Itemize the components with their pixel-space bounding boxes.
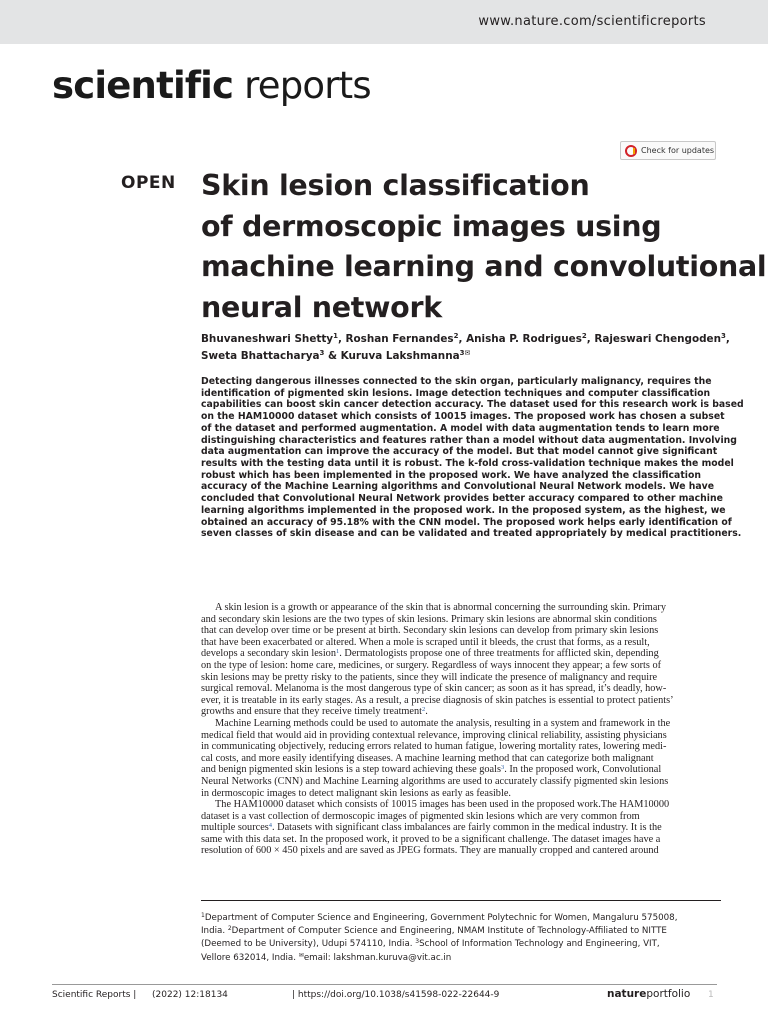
footer-volume: (2022) 12:18134 xyxy=(152,990,228,1000)
body-line: cal costs, and more easily identifying diseases. A machine learning method that can categorize both malignant xyxy=(201,752,654,764)
update-check-icon xyxy=(625,145,637,157)
abstract-line: Detecting dangerous illnesses connected to the skin organ, particularly malignancy, requires the xyxy=(201,376,712,387)
body-line: and secondary skin lesions are the two types of skin lesions. Primary skin lesions are abnormal skin conditions xyxy=(201,613,657,625)
affiliation-marker: 3 xyxy=(319,349,325,357)
affiliation-marker: 2 xyxy=(581,332,587,340)
author-line: Bhuvaneshwari Shetty$^1$, Roshan Fernandes$^2$, Anisha P. Rodrigues$^2$, Rajeswari Chengoden$^3$, xyxy=(201,332,730,345)
citation-ref[interactable]: 1 xyxy=(335,648,340,656)
logo-word-reports: reports xyxy=(244,64,371,107)
abstract-line: robust which has been implemented in the proposed work. We have analyzed the classification xyxy=(201,469,701,481)
abstract-line: learning algorithms implemented in the proposed work. In the proposed system, as the highest, we xyxy=(201,504,726,516)
article-title xyxy=(201,166,767,328)
author-name[interactable]: Sweta Bhattacharya xyxy=(201,350,320,362)
body-line: skin lesions may be pretty risky to the patients, since they will indicate the presence of malignancy and require xyxy=(201,671,658,683)
title-line: machine learning and convolutional xyxy=(201,250,767,283)
footnote-divider xyxy=(201,900,721,901)
abstract-line: obtained an accuracy of 95.18% with the CNN model. The proposed work helps early identification of xyxy=(201,516,732,528)
footer-divider xyxy=(52,984,717,985)
body-line: that have been exacerbated or altered. When a mole is scraped until it bleeds, the crust that forms, as a result, xyxy=(201,636,650,648)
citation-ref[interactable]: 4 xyxy=(268,822,273,830)
affiliation-marker: 2 xyxy=(453,332,459,340)
page-number: 1 xyxy=(708,990,714,1000)
abstract-line: identification of pigmented skin lesions. Image detection techniques and computer classification xyxy=(201,387,711,399)
abstract-line: capabilities can boost skin cancer detection accuracy. The dataset used for this research work is based xyxy=(201,399,744,411)
body-line: and benign pigmented skin lesions is a step toward achieving these goals$^3$. In the proposed work, Convolutional xyxy=(201,764,662,776)
abstract-line: distinguishing characteristics and features rather than a model without data augmentation. Involving xyxy=(201,434,737,446)
body-line: The HAM10000 dataset which consists of 10015 images has been used in the proposed work.The HAM10000 xyxy=(215,799,670,811)
footnote-line: (Deemed to be University), Udupi 574110, India. $^3$School of Information Technology and Engineering, VIT, xyxy=(201,938,660,950)
author-name[interactable]: Roshan Fernandes xyxy=(345,333,454,345)
body-line: A skin lesion is a growth or appearance of the skin that is abnormal concerning the surrounding skin. Primary xyxy=(215,602,666,613)
footnote-line: India. $^2$Department of Computer Science and Engineering, NMAM Institute of Technology-Affiliated to NITTE xyxy=(201,925,667,937)
abstract-line: data augmentation can improve the accuracy of the model. But that model cannot give significant xyxy=(201,446,718,458)
journal-logo[interactable] xyxy=(52,64,371,107)
check-for-updates-button[interactable] xyxy=(620,141,716,160)
abstract-line: of the dataset and performed augmentation. A model with data augmentation tends to learn more xyxy=(201,422,720,434)
logo-word-scientific: scientific xyxy=(52,64,234,107)
open-access-label: OPEN xyxy=(121,173,176,193)
author-name[interactable]: Anisha P. Rodrigues xyxy=(466,333,582,345)
author-name[interactable]: Bhuvaneshwari Shetty xyxy=(201,333,334,345)
author-name[interactable]: Rajeswari Chengoden xyxy=(594,333,721,345)
body-line: ever, it is treatable in its early stages. As a result, a precise diagnosis of skin patches is essential to protect patients’ xyxy=(201,694,674,706)
body-line: that can develop over time or be present at birth. Secondary skin lesions can develop from primary skin lesions xyxy=(201,625,659,637)
citation-ref[interactable]: 2 xyxy=(422,706,426,714)
footnote-line: $^1$Department of Computer Science and Engineering, Government Polytechnic for Women, Mangaluru 575008, xyxy=(201,912,678,923)
publisher-light: portfolio xyxy=(646,988,691,1000)
top-bar xyxy=(0,0,768,44)
affiliation-marker: 1 xyxy=(333,332,338,340)
affiliation-marker: 3 xyxy=(720,332,726,340)
footnote-marker: ✉ xyxy=(298,951,304,959)
title-line: Skin lesion classification xyxy=(201,169,590,202)
citation-ref[interactable]: 3 xyxy=(500,764,505,772)
body-line: on the type of lesion: home care, medicines, or surgery. Regardless of ways innocent they appear; a few sorts of xyxy=(201,659,662,671)
footnote-marker: 2 xyxy=(227,925,232,933)
check-for-updates-label: Check for updates xyxy=(641,146,715,155)
abstract-line: seven classes of skin disease and can be validated and treated appropriately by medical practitioners. xyxy=(201,528,742,540)
title-line: neural network xyxy=(201,290,442,324)
abstract-line: on the HAM10000 dataset which consists of 10015 images. The proposed work has chosen a subset xyxy=(201,411,725,423)
abstract-line: concluded that Convolutional Neural Network provides better accuracy compared to other machine xyxy=(201,493,723,505)
body-line: Neural Networks (CNN) and Machine Learning algorithms are used to accurately classify pigmented skin lesions xyxy=(201,775,669,787)
footer-journal: Scientific Reports | xyxy=(52,990,137,1000)
abstract xyxy=(201,376,744,540)
footnote-line: Vellore 632014, India. ✉email: lakshman.kuruva@vit.ac.in xyxy=(201,951,452,963)
body-line: Machine Learning methods could be used to automate the analysis, resulting in a system and framework in the xyxy=(215,717,671,729)
publisher-bold: nature xyxy=(607,988,647,1000)
author-list xyxy=(201,331,741,365)
body-line: in dermoscopic images to detect malignant skin lesions as early as feasible. xyxy=(201,787,511,799)
body-line: dataset is a vast collection of dermoscopic images of pigmented skin lesions which are very common from xyxy=(201,810,640,822)
body-text xyxy=(201,602,721,857)
body-line: develops a secondary skin lesion$^1$. Dermatologists propose one of three treatments for afflicted skin, depending xyxy=(201,648,659,660)
title-line: of dermoscopic images using xyxy=(201,209,662,243)
body-line: same with this data set. In the proposed work, it proved to be a significant challenge. The dataset images have a xyxy=(201,833,661,845)
nature-portfolio-logo xyxy=(607,988,690,1000)
footnote-marker: 3 xyxy=(415,938,420,946)
abstract-line: accuracy of the Machine Learning algorithms and Convolutional Neural Network models. We have xyxy=(201,481,714,493)
affiliations-footnote xyxy=(201,912,721,965)
body-line: resolution of 600 × 450 pixels and are saved as JPEG formats. They are manually cropped and cantered around xyxy=(201,845,659,857)
author-name[interactable]: Kuruva Lakshmanna xyxy=(340,350,460,362)
body-line: multiple sources$^4$. Datasets with significant class imbalances are fairly common in the medical industry. It is the xyxy=(201,822,662,834)
body-line: surgical removal. Melanoma is the most dangerous type of skin cancer; as soon as it has spread, it’s deadly, how- xyxy=(201,683,667,695)
footer-doi-link[interactable]: | https://doi.org/10.1038/s41598-022-22644-9 xyxy=(292,990,500,1000)
body-line: in communicating objectively, reducing errors related to human fatigue, lowering mortality rates, lowering medi- xyxy=(201,741,667,753)
abstract-line: results with the testing data until it is robust. The k-fold cross-validation technique makes the model xyxy=(201,458,734,470)
body-line: growths and ensure that they receive timely treatment$^2$. xyxy=(201,706,428,718)
footnote-marker: 1 xyxy=(201,912,205,919)
body-line: medical field that would aid in providing contextual relevance, improving clinical reliability, assisting physicians xyxy=(201,729,667,741)
affiliation-marker: 3✉ xyxy=(459,349,471,357)
journal-url-link[interactable]: www.nature.com/scientificreports xyxy=(478,14,706,29)
author-line: Sweta Bhattacharya$^3$ & Kuruva Lakshmanna$^{3✉}$ xyxy=(201,349,471,362)
